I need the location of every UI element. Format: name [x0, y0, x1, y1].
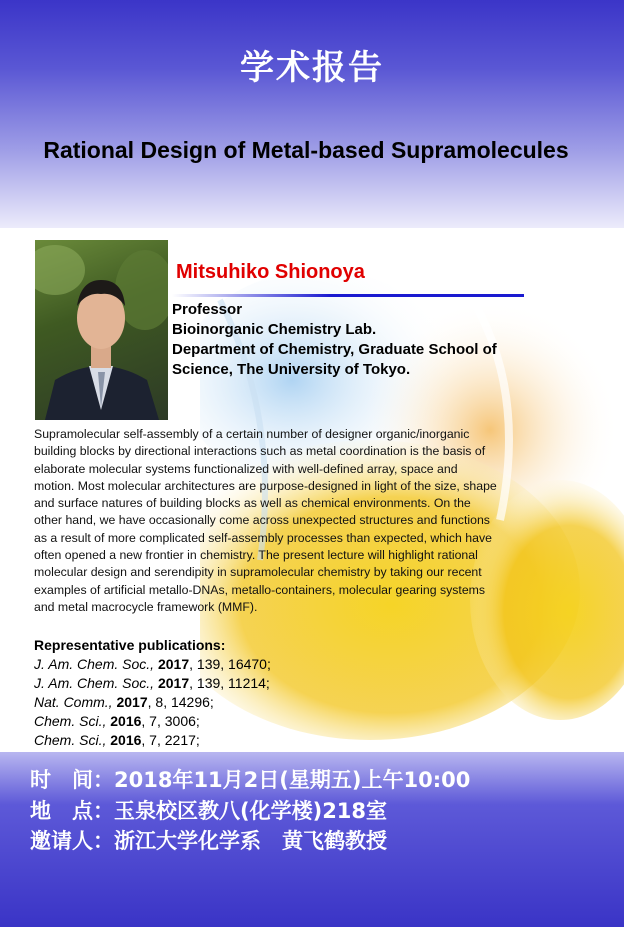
- abstract-line: and metal macrocycle framework (MMF).: [34, 599, 258, 614]
- abstract-line: and surface natures of building blocks as well as chemical environments. On the: [34, 496, 471, 511]
- publication-item: [34, 655, 271, 674]
- publication-year: 2016: [110, 713, 142, 729]
- abstract: [34, 426, 589, 616]
- publication-item: [34, 712, 271, 731]
- publications-heading: Representative publications:: [34, 637, 226, 653]
- header-banner: [0, 0, 624, 228]
- publication-year: 2017: [157, 656, 190, 672]
- abstract-line: molecular design and serendipity in supramolecular chemistry by taking our recent: [34, 565, 482, 580]
- affiliation-line: Professor: [172, 301, 243, 318]
- publication-journal: J. Am. Chem. Soc.,: [34, 675, 155, 691]
- abstract-line: Supramolecular self-assembly of a certain number of designer organic/inorganic: [34, 427, 470, 441]
- event-time: 时 间：2018年11月2日(星期五)上午10:00: [30, 768, 471, 792]
- speaker-name: Mitsuhiko Shionoya: [176, 261, 365, 283]
- publication-journal: J. Am. Chem. Soc.,: [34, 656, 155, 672]
- publication-details: , 7, 2217;: [141, 732, 200, 748]
- publication-item: [34, 731, 271, 750]
- publication-details: , 7, 3006;: [141, 713, 200, 729]
- abstract-line: often opened a new frontier in chemistry. The present lecture will highlight rational: [34, 548, 478, 563]
- publication-details: , 8, 14296;: [147, 694, 214, 710]
- affiliation-line: Science, The University of Tokyo.: [172, 361, 411, 378]
- publications-list: [34, 636, 271, 750]
- name-underline-rule: [172, 294, 524, 297]
- publication-item: [34, 674, 271, 693]
- publication-journal: Chem. Sci.,: [34, 713, 107, 729]
- abstract-line: other hand, we have occasionally come across unexpected structures and functions: [34, 513, 490, 528]
- affiliation-line: Bioinorganic Chemistry Lab.: [172, 321, 377, 338]
- abstract-line: motion. Most molecular architectures are purpose-designed in light of the size, shape: [34, 478, 497, 493]
- abstract-line: examples of artificial metallo-DNAs, metallo-containers, molecular gearing systems: [34, 582, 486, 597]
- speaker-affiliation: [172, 300, 497, 380]
- event-place: 地 点：玉泉校区教八(化学楼)218室: [30, 799, 388, 823]
- title-english: Rational Design of Metal-based Supramolecules: [43, 137, 569, 163]
- publication-journal: Chem. Sci.,: [34, 732, 107, 748]
- publication-details: , 139, 11214;: [189, 675, 270, 691]
- abstract-line: as a result of more complicated self-assembly processes than expected, which have: [34, 530, 492, 545]
- event-host: 邀请人：浙江大学化学系 黄飞鹤教授: [30, 829, 387, 853]
- speaker-photo: [35, 240, 168, 420]
- publication-details: , 139, 16470;: [189, 656, 271, 672]
- publication-journal: Nat. Comm.,: [34, 694, 113, 710]
- publication-year: 2016: [110, 732, 142, 748]
- title-chinese: 学术报告: [240, 48, 384, 88]
- publication-year: 2017: [157, 675, 190, 691]
- abstract-line: elaborate molecular systems functionalized with well-defined array, space and: [34, 461, 458, 476]
- abstract-line: building blocks by directional interactions such as metal coordination is the basis of: [34, 444, 486, 459]
- footer-banner: [0, 752, 624, 927]
- publication-item: [34, 693, 271, 712]
- publication-year: 2017: [116, 694, 148, 710]
- affiliation-line: Department of Chemistry, Graduate School of: [172, 341, 497, 358]
